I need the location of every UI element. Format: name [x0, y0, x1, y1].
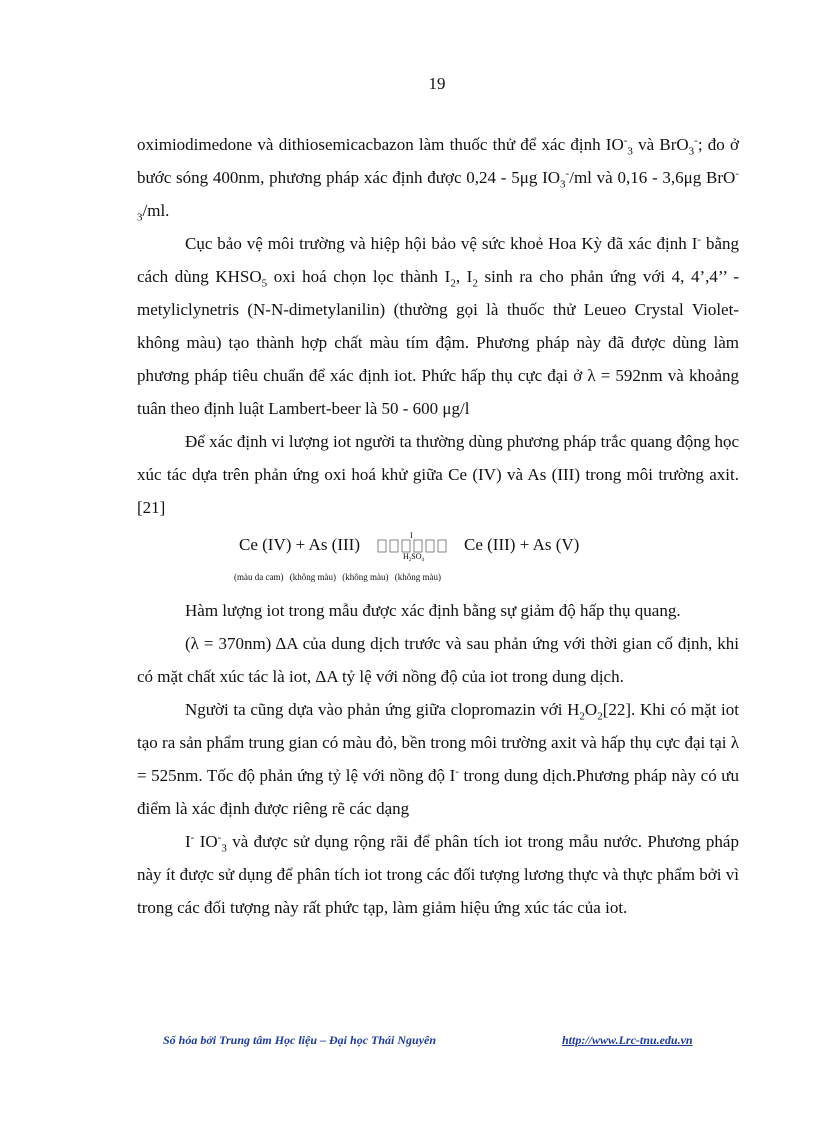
paragraph-6: Người ta cũng dựa vào phản ứng giữa clopromazin với $H_2O_2[22]$. Khi có mặt iot tạo ra sản phẩm trung gian có màu đỏ, bền trong môi trường axit và hấp thụ cực đại tại λ = 525nm. Tốc độ phản ứng tỷ lệ với nồng độ I- trong dung dịch.Phương pháp này có ưu điểm là xác định được riêng rẽ các dạng — [137, 700, 739, 818]
equation-reactants: Ce (IV) + As (III) — [239, 535, 360, 554]
footer-credit: Số hóa bởi Trung tâm Học liệu – Đại học Thái Nguyên — [163, 1033, 437, 1047]
equation-products: Ce (III) + As (V) — [464, 535, 580, 554]
paragraph-7: I- $IO^-_3$ và được sử dụng rộng rãi để phân tích iot trong mẫu nước. Phương pháp này ít được sử dụng để phân tích iot trong các đối tượng lương thực và thực phẩm bởi vì trong các đối tượng này rất phức tạp, làm giảm hiệu ứng xúc tác của iot. — [137, 831, 739, 917]
equation-color-labels — [137, 566, 739, 594]
svg-text:H2SO4: $H_2SO_4$ — [403, 552, 425, 563]
paragraph-2: Cục bảo vệ môi trường và hiệp hội bảo vệ sức khoẻ Hoa Kỳ đã xác định I- bằng cách dùng $KHSO_5$ oxi hoá chọn lọc thành $I_2$, $I_2$ sinh ra cho phản ứng với 4, 4’,4’’ - metyliclynetris (N-N-dimetylanilin) (thường gọi là thuốc thử Leueo Crystal Violet- không màu) tạo thành hợp chất màu tím đậm. Phương pháp này đã được dùng làm phương pháp tiêu chuẩn để xác định iot. Phức hấp thụ cực đại ở λ = 592nm và khoảng tuân theo định luật Lambert-beer là 50 - 600 μg/l — [137, 233, 740, 418]
label-ce-iv: (màu da cam) — [234, 572, 284, 582]
paragraph-5: (λ = 370nm) ΔA của dung dịch trước và sau phản ứng với thời gian cố định, khi có mặt chất xúc tác là iot, ΔA tỷ lệ với nồng độ của iot trong dung dịch. — [137, 634, 739, 686]
body-text — [137, 128, 739, 924]
footer-link[interactable]: http://www.Lrc-tnu.edu.vn — [562, 1033, 693, 1047]
reaction-equation — [137, 528, 739, 566]
reaction-arrow-icon — [377, 530, 455, 564]
label-as-v: (không màu) — [394, 572, 441, 582]
label-as-iii: (không màu) — [289, 572, 336, 582]
catalyst-label: I — [410, 531, 413, 540]
paragraph-1: oximiodimedone và dithiosemicacbazon làm thuốc thử để xác định $IO^-_3$ và BrO$_3$-; đo ở bước sóng 400nm, phương pháp xác định được 0,24 - 5μg $IO_3^-/ml$ và 0,16 - 3,6μg BrO-$_3$/ml. — [137, 134, 739, 224]
label-ce-iii: (không màu) — [342, 572, 389, 582]
paragraph-3: Để xác định vi lượng iot người ta thường dùng phương pháp trắc quang động học xúc tác dựa trên phản ứng oxi hoá khử giữa Ce (IV) và As (III) trong môi trường axit. [21] — [137, 432, 739, 517]
paragraph-4: Hàm lượng iot trong mẫu được xác định bằng sự giảm độ hấp thụ quang. — [185, 601, 681, 620]
page-number: 19 — [428, 74, 446, 93]
